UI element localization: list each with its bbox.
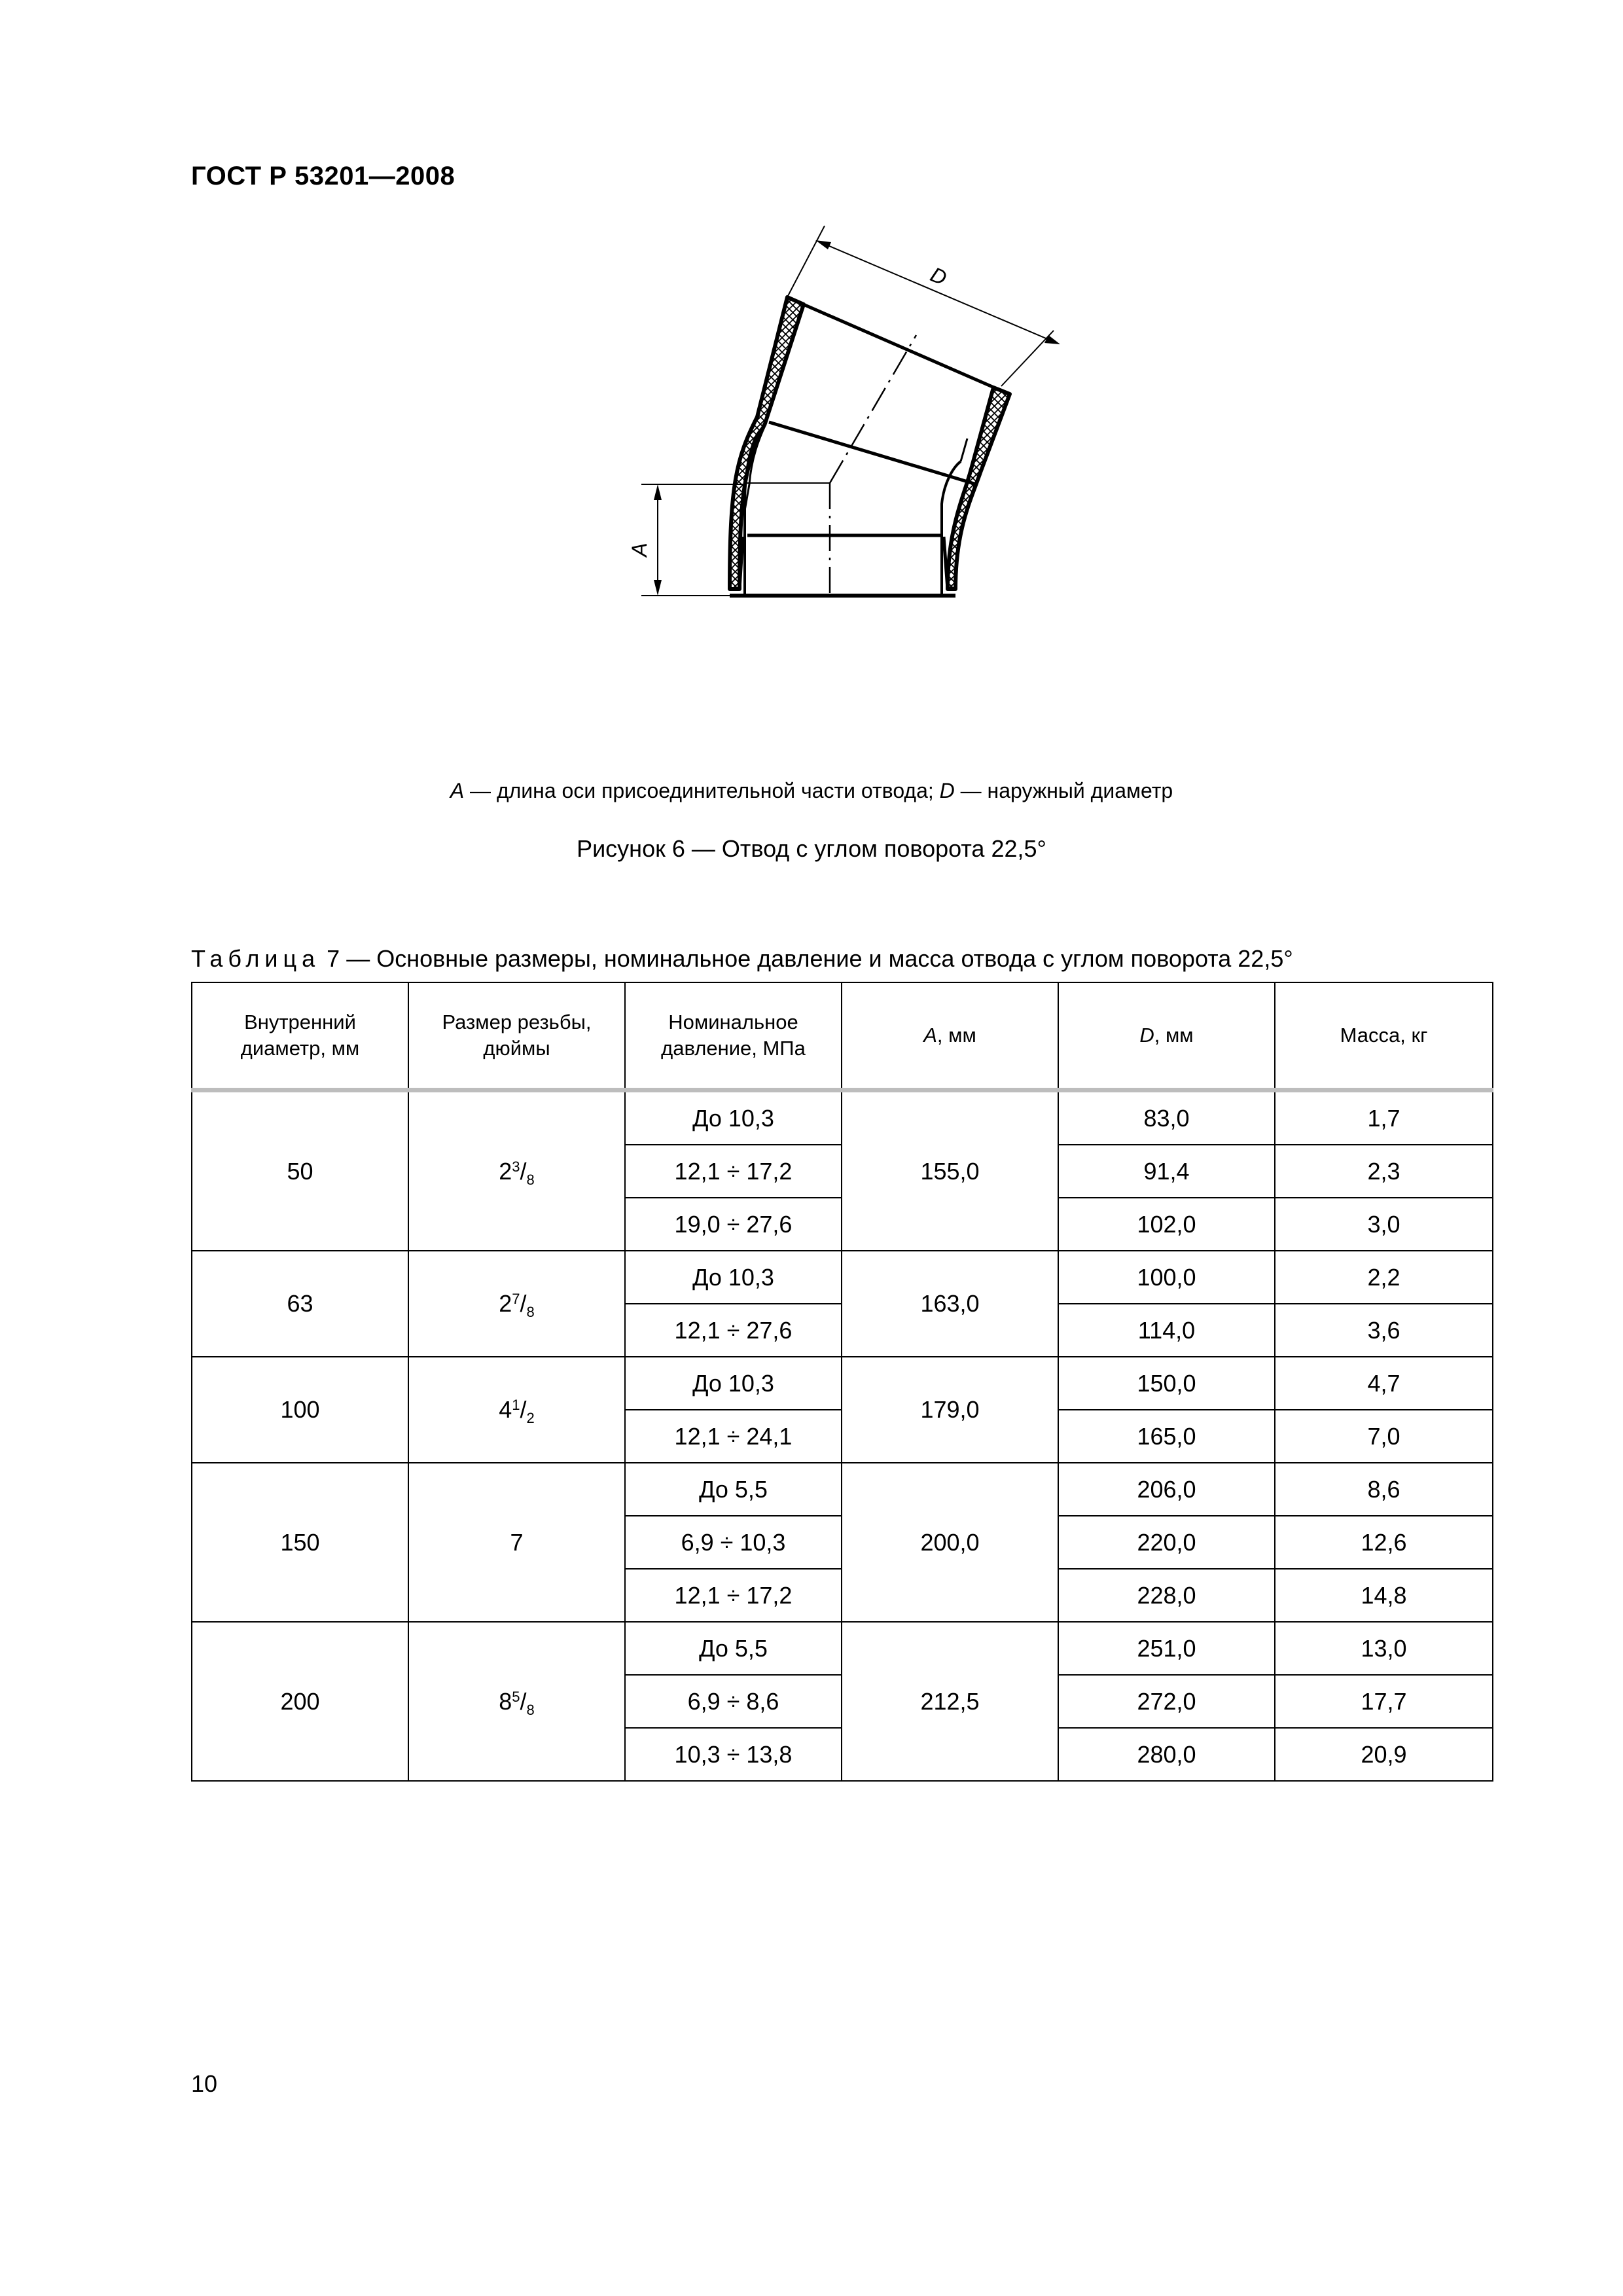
upper-socket-shoulder (769, 422, 976, 484)
cell-pressure: До 10,3 (625, 1357, 842, 1410)
thread-numerator: 3 (512, 1158, 520, 1175)
dim-d-arrow-left (815, 240, 831, 249)
cell-d: 100,0 (1058, 1251, 1275, 1304)
thread-numerator: 5 (512, 1688, 520, 1705)
cell-pressure: 12,1 ÷ 27,6 (625, 1304, 842, 1357)
cell-pressure: 12,1 ÷ 17,2 (625, 1569, 842, 1622)
col-header-a (842, 982, 1058, 1090)
cell-inner-diameter: 50 (192, 1090, 408, 1251)
cell-d: 83,0 (1058, 1090, 1275, 1145)
dim-a-label: A (628, 543, 651, 557)
thread-whole: 8 (499, 1687, 512, 1715)
thread-denominator: 2 (526, 1410, 535, 1426)
cell-thread-size: $2^3/_8$ (408, 1090, 625, 1251)
cell-pressure: 12,1 ÷ 24,1 (625, 1410, 842, 1463)
inner-profile (745, 424, 961, 598)
table-row (192, 1463, 1493, 1516)
cell-mass: 3,6 (1275, 1304, 1493, 1357)
cell-thread-size: 7 (408, 1463, 625, 1622)
cell-mass: 2,2 (1275, 1251, 1493, 1304)
cell-mass: 12,6 (1275, 1516, 1493, 1569)
cell-inner-diameter: 100 (192, 1357, 408, 1463)
col-header-pressure (625, 982, 842, 1090)
cell-pressure: 19,0 ÷ 27,6 (625, 1198, 842, 1251)
col-header-inner-diameter-line2: диаметр, мм (240, 1037, 360, 1060)
col-header-d-unit: , мм (1154, 1024, 1194, 1047)
cell-pressure: 6,9 ÷ 10,3 (625, 1516, 842, 1569)
cell-inner-diameter: 63 (192, 1251, 408, 1357)
thread-numerator: 1 (512, 1397, 520, 1413)
legend-symbol-a: A (450, 779, 465, 802)
bottom-socket-right-line (944, 537, 948, 589)
right-wall-section (948, 387, 1010, 589)
cell-thread-size: $4^1/_2$ (408, 1357, 625, 1463)
cell-d: 114,0 (1058, 1304, 1275, 1357)
legend-text-a: — длина оси присоединительной части отвода; (464, 779, 940, 802)
elbow-drawing (602, 223, 1073, 746)
col-header-thread-size-line1: Размер резьбы, (442, 1011, 592, 1033)
cell-d: 272,0 (1058, 1675, 1275, 1728)
cell-thread-size: $8^5/_8$ (408, 1622, 625, 1781)
figure-legend (0, 778, 1623, 804)
cell-mass: 7,0 (1275, 1410, 1493, 1463)
cell-d: 220,0 (1058, 1516, 1275, 1569)
cell-mass: 13,0 (1275, 1622, 1493, 1675)
col-header-pressure-line1: Номинальное (668, 1011, 798, 1033)
dimensions-table (191, 982, 1493, 1782)
cell-inner-diameter: 200 (192, 1622, 408, 1781)
cell-pressure: 6,9 ÷ 8,6 (625, 1675, 842, 1728)
thread-whole: 4 (499, 1396, 512, 1423)
dim-d-arrow-right (1044, 335, 1060, 344)
thread-numerator: 7 (512, 1291, 520, 1307)
col-header-mass: Масса, кг (1275, 982, 1493, 1090)
cell-mass: 8,6 (1275, 1463, 1493, 1516)
table-label: Таблица (191, 945, 321, 972)
cell-a: 200,0 (842, 1463, 1058, 1622)
cell-mass: 14,8 (1275, 1569, 1493, 1622)
cell-mass: 3,0 (1275, 1198, 1493, 1251)
col-header-a-symbol: A (923, 1024, 937, 1047)
thread-denominator: 8 (526, 1304, 535, 1320)
cell-d: 280,0 (1058, 1728, 1275, 1781)
elbow-drawing-svg (602, 223, 1073, 746)
cell-a: 179,0 (842, 1357, 1058, 1463)
document-header: ГОСТ Р 53201—2008 (191, 162, 455, 190)
cell-d: 165,0 (1058, 1410, 1275, 1463)
cell-mass: 1,7 (1275, 1090, 1493, 1145)
col-header-d (1058, 982, 1275, 1090)
cell-mass: 2,3 (1275, 1145, 1493, 1198)
cell-d: 102,0 (1058, 1198, 1275, 1251)
col-header-d-symbol: D (1139, 1024, 1154, 1047)
cell-d: 206,0 (1058, 1463, 1275, 1516)
cell-a: 155,0 (842, 1090, 1058, 1251)
dim-d-label: D (927, 262, 950, 290)
table-title: 7 — Основные размеры, номинальное давление и масса отвода с углом поворота 22,5° (327, 945, 1293, 972)
cell-pressure: До 5,5 (625, 1622, 842, 1675)
cell-d: 251,0 (1058, 1622, 1275, 1675)
cell-thread-size: $2^7/_8$ (408, 1251, 625, 1357)
cell-pressure: 12,1 ÷ 17,2 (625, 1145, 842, 1198)
figure-caption: Рисунок 6 — Отвод с углом поворота 22,5° (577, 835, 1046, 862)
cell-d: 150,0 (1058, 1357, 1275, 1410)
thread-denominator: 8 (526, 1171, 535, 1188)
legend-symbol-d: D (939, 779, 955, 802)
col-header-thread-size-line2: дюймы (483, 1037, 550, 1060)
col-header-a-unit: , мм (936, 1024, 976, 1047)
table-header-row (192, 982, 1493, 1090)
dim-d-ext-left (787, 226, 825, 297)
cell-d: 91,4 (1058, 1145, 1275, 1198)
thread-denominator: 8 (526, 1701, 535, 1718)
dim-a-arrow-bottom (654, 580, 662, 596)
dim-a-arrow-top (654, 484, 662, 500)
cell-pressure: До 10,3 (625, 1090, 842, 1145)
cell-a: 163,0 (842, 1251, 1058, 1357)
table-row (192, 1090, 1493, 1145)
cell-mass: 17,7 (1275, 1675, 1493, 1728)
upper-socket-mouth (796, 301, 1000, 390)
col-header-inner-diameter-line1: Внутренний (244, 1011, 356, 1033)
table-row (192, 1622, 1493, 1675)
cell-a: 212,5 (842, 1622, 1058, 1781)
col-header-thread-size (408, 982, 625, 1090)
table-caption (191, 944, 1293, 973)
thread-whole: 2 (499, 1157, 512, 1185)
page-number: 10 (191, 2070, 218, 2097)
table-row (192, 1251, 1493, 1304)
inner-right-contour (961, 439, 967, 461)
cell-d: 228,0 (1058, 1569, 1275, 1622)
cell-pressure: 10,3 ÷ 13,8 (625, 1728, 842, 1781)
legend-text-d: — наружный диаметр (954, 779, 1173, 802)
col-header-inner-diameter (192, 982, 408, 1090)
thread-whole: 2 (499, 1290, 512, 1317)
cell-mass: 4,7 (1275, 1357, 1493, 1410)
cell-pressure: До 10,3 (625, 1251, 842, 1304)
table-row (192, 1357, 1493, 1410)
cell-inner-diameter: 150 (192, 1463, 408, 1622)
col-header-pressure-line2: давление, МПа (661, 1037, 806, 1060)
cell-pressure: До 5,5 (625, 1463, 842, 1516)
cell-mass: 20,9 (1275, 1728, 1493, 1781)
